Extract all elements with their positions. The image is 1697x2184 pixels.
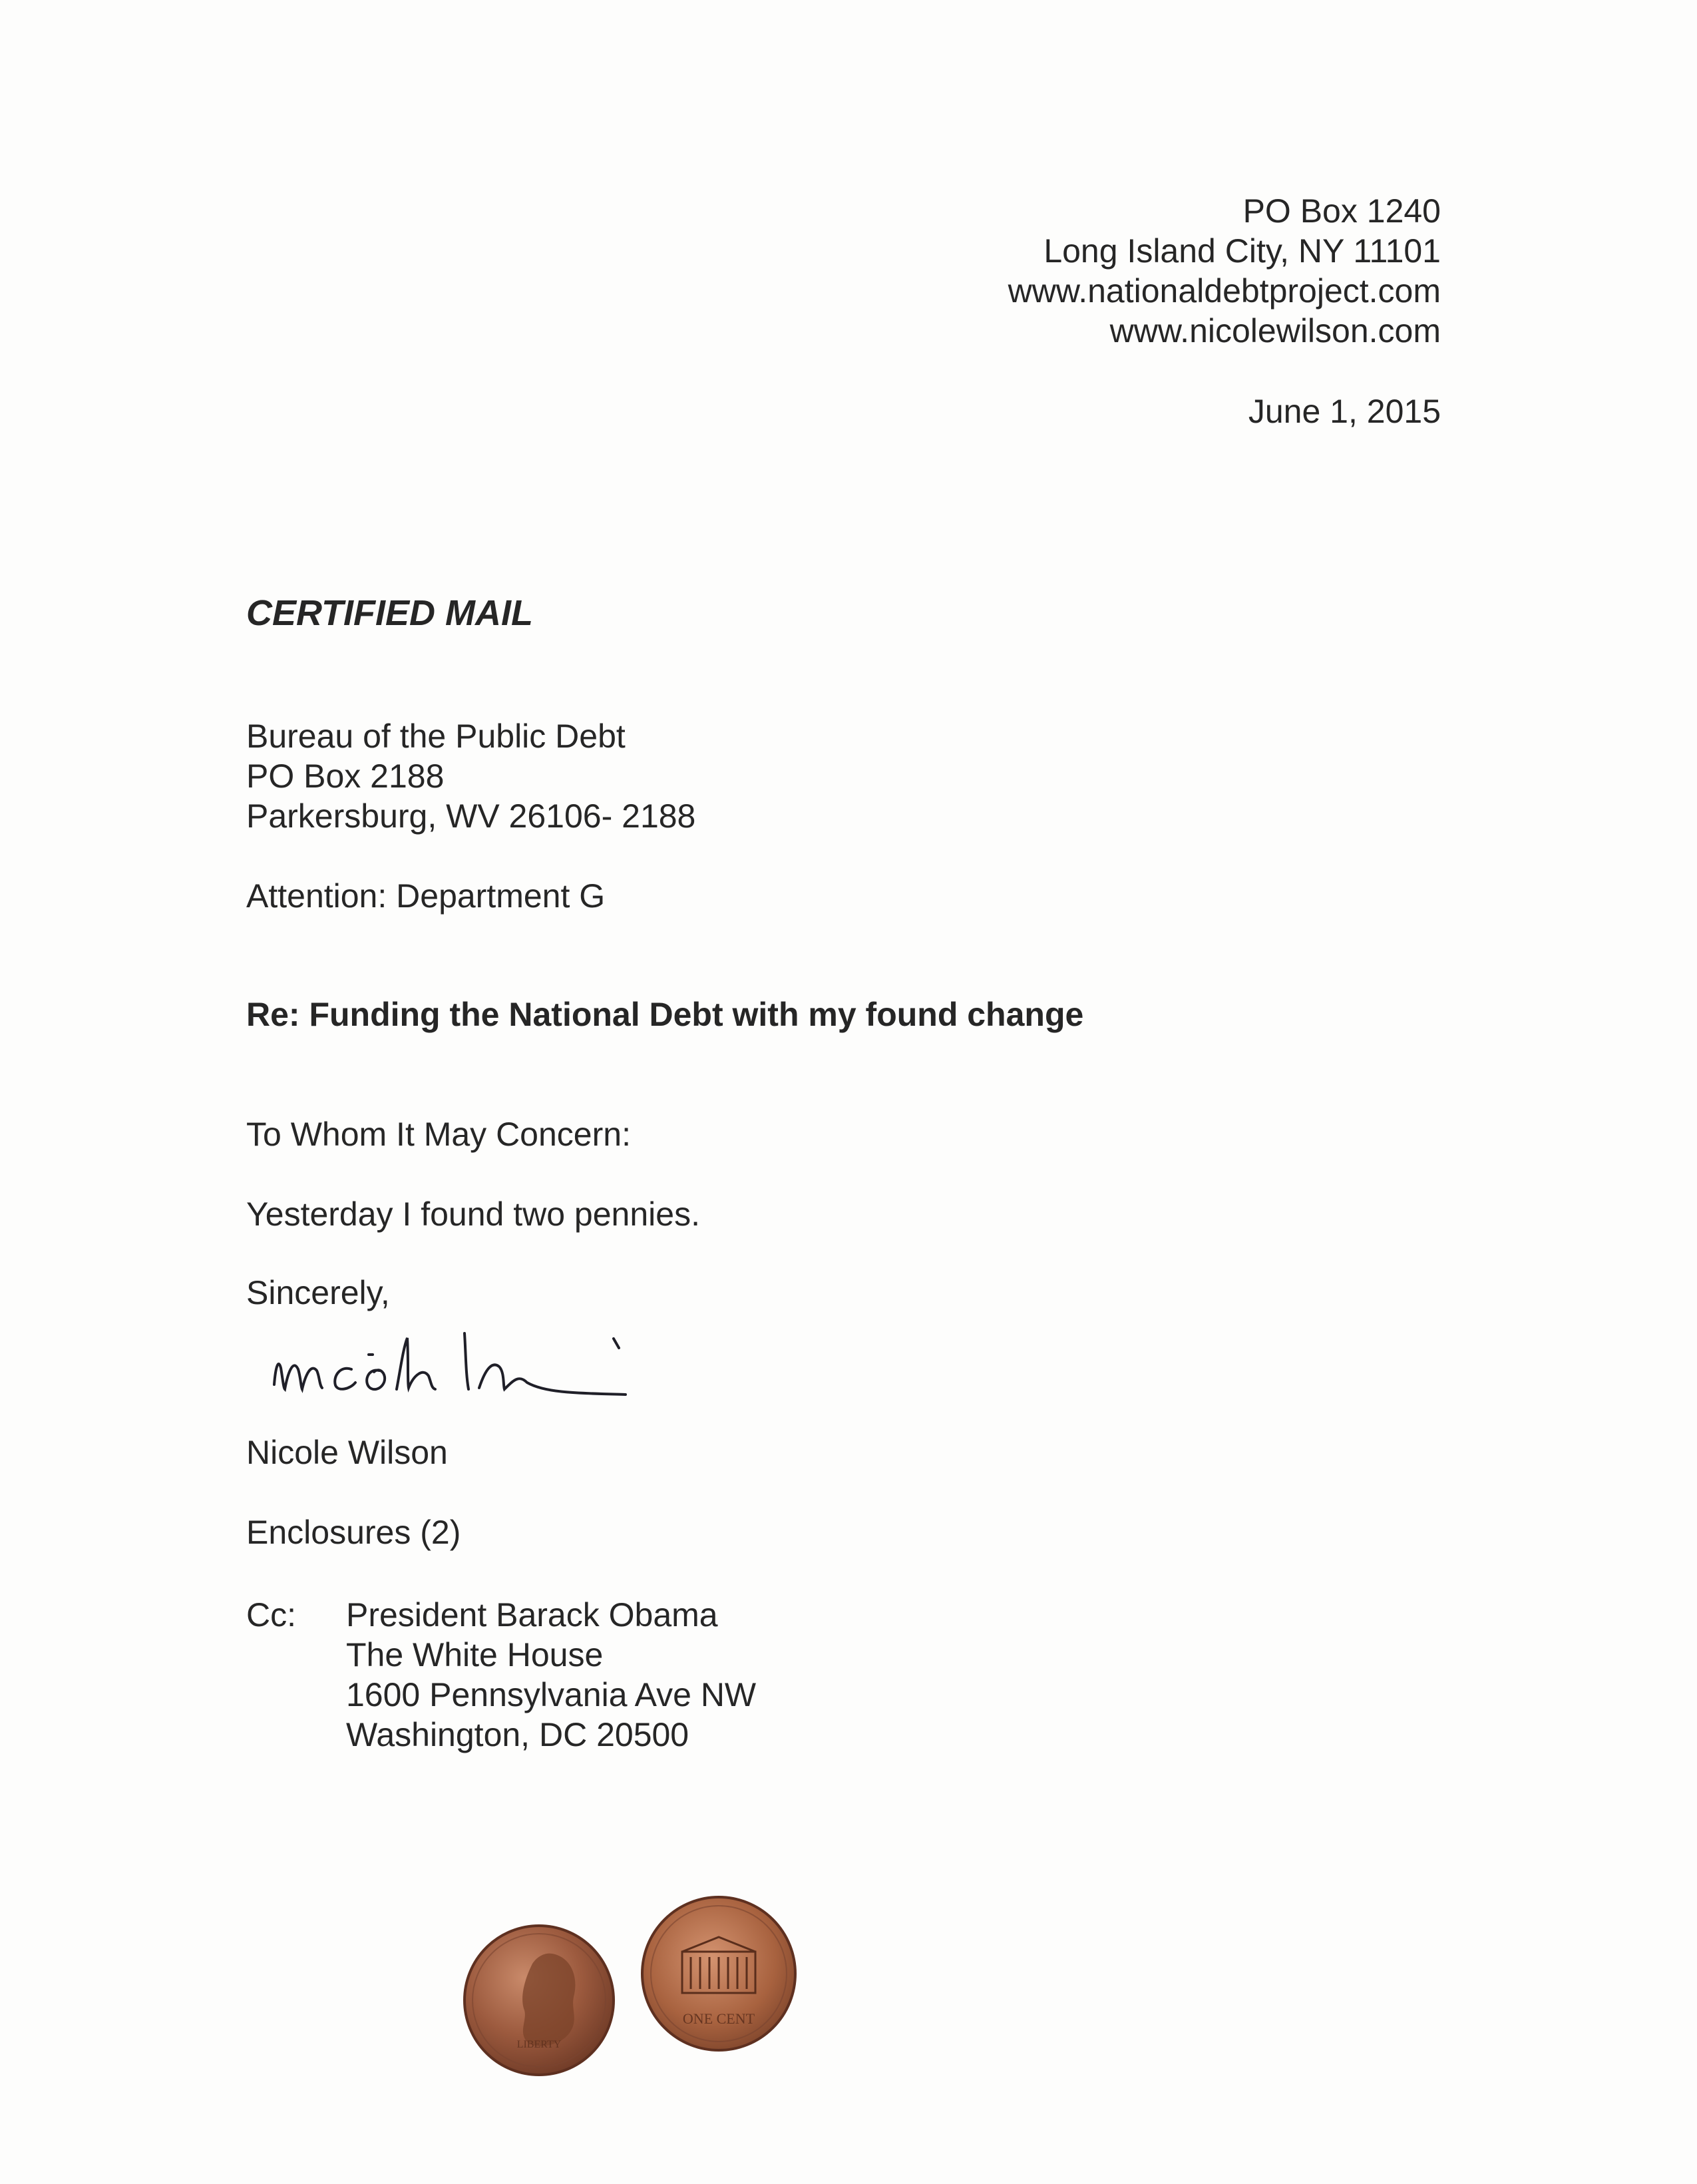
closing: Sincerely, <box>246 1274 390 1311</box>
mail-type-heading: CERTIFIED MAIL <box>246 593 533 633</box>
cc-label: Cc: <box>246 1596 296 1634</box>
sender-line-website-1: www.nationaldebtproject.com <box>1008 272 1441 310</box>
cc-line-building: The White House <box>346 1636 604 1673</box>
attention-line: Attention: Department G <box>246 877 606 915</box>
penny-front-icon <box>465 1926 614 2075</box>
penny-front-text: LIBERTY <box>516 2039 562 2050</box>
cc-line-street: 1600 Pennsylvania Ave NW <box>346 1676 757 1713</box>
handwritten-signature <box>266 1321 665 1415</box>
cc-address <box>346 1595 756 1755</box>
recipient-line-name: Bureau of the Public Debt <box>246 718 626 755</box>
recipient-line-city: Parkersburg, WV 26106- 2188 <box>246 797 696 835</box>
cc-line-city: Washington, DC 20500 <box>346 1716 689 1753</box>
enclosed-pennies <box>453 1890 812 2090</box>
sender-line-city: Long Island City, NY 11101 <box>1043 232 1441 270</box>
salutation: To Whom It May Concern: <box>246 1116 631 1153</box>
penny-back-icon <box>642 1897 795 2050</box>
recipient-line-po-box: PO Box 2188 <box>246 758 445 795</box>
signer-name: Nicole Wilson <box>246 1434 448 1471</box>
sender-line-po-box: PO Box 1240 <box>1242 192 1441 230</box>
cc-line-name: President Barack Obama <box>346 1596 718 1634</box>
penny-back-text: ONE CENT <box>682 2010 755 2027</box>
letter-date: June 1, 2015 <box>1248 393 1441 430</box>
subject-line: Re: Funding the National Debt with my found change <box>246 996 1084 1033</box>
recipient-address <box>246 716 695 836</box>
enclosures-line: Enclosures (2) <box>246 1514 461 1551</box>
sender-line-website-2: www.nicolewilson.com <box>1109 312 1441 349</box>
sender-address <box>1008 191 1441 351</box>
letter-body: Yesterday I found two pennies. <box>246 1196 700 1233</box>
